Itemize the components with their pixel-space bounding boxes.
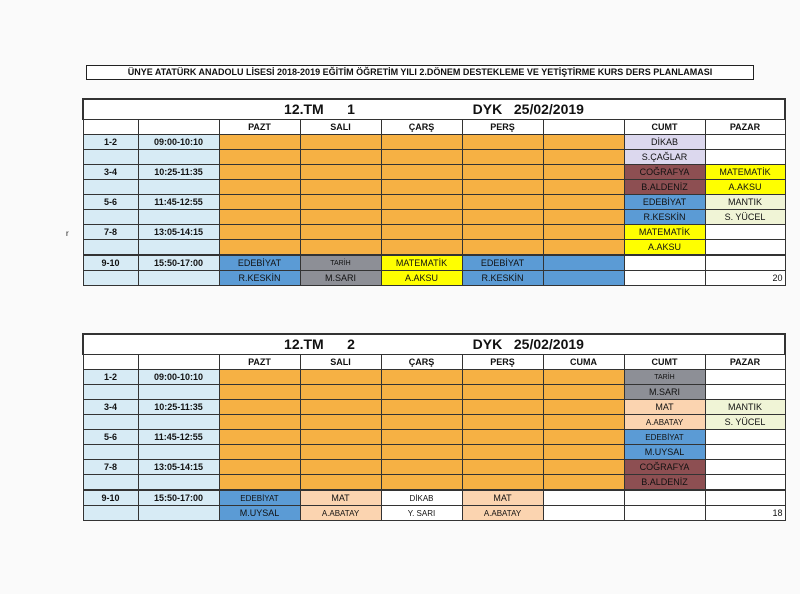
- schedule-table-1: [82, 98, 786, 286]
- time-cell: 15:50-17:00: [138, 255, 219, 271]
- teacher-cell: B.ALDENİZ: [624, 180, 705, 195]
- time-cell: 11:45-12:55: [138, 430, 219, 445]
- class-name: 12.TM: [284, 101, 324, 117]
- course-type: DYK: [472, 101, 503, 117]
- lesson-cell: DİKAB: [624, 135, 705, 150]
- time-cell: 13:05-14:15: [138, 460, 219, 475]
- table-row: [83, 385, 785, 400]
- table-row: [83, 370, 785, 385]
- day-header-row: [83, 120, 785, 135]
- lesson-cell: MAT: [462, 490, 543, 506]
- teacher-cell: A.AKSU: [705, 180, 785, 195]
- lesson-cell: EDEBİYAT: [624, 430, 705, 445]
- period-cell: 9-10: [83, 490, 138, 506]
- lesson-cell: TARİH: [624, 370, 705, 385]
- period-cell: 9-10: [83, 255, 138, 271]
- teacher-cell: A.AKSU: [624, 240, 705, 256]
- lesson-cell: EDEBİYAT: [624, 195, 705, 210]
- table-row: [83, 180, 785, 195]
- teacher-cell: M.UYSAL: [219, 506, 300, 521]
- schedule-date: 25/02/2019: [513, 336, 584, 352]
- table-row: [83, 400, 785, 415]
- lesson-cell: EDEBİYAT: [462, 255, 543, 271]
- schedule-title-row: [83, 99, 785, 120]
- table-row: [83, 506, 785, 521]
- schedule-date: 25/02/2019: [513, 101, 584, 117]
- teacher-cell: M.UYSAL: [624, 445, 705, 460]
- time-cell: 15:50-17:00: [138, 490, 219, 506]
- lesson-cell: TARİH: [300, 255, 381, 271]
- group-number: 2: [347, 336, 355, 352]
- day-header: SALI: [300, 355, 381, 370]
- time-cell: 09:00-10:10: [138, 370, 219, 385]
- teacher-cell: R.KESKİN: [624, 210, 705, 225]
- table-row: [83, 490, 785, 506]
- table-row: [83, 475, 785, 491]
- group-number: 1: [347, 101, 355, 117]
- teacher-cell: M.SARI: [300, 271, 381, 286]
- day-header: PAZAR: [705, 355, 785, 370]
- document-title: ÜNYE ATATÜRK ANADOLU LİSESİ 2018-2019 EĞİTİM ÖĞRETİM YILI 2.DÖNEM DESTEKLEME VE YETİŞTİRME KURS DERS PLANLAMASI: [86, 65, 754, 80]
- teacher-cell: B.ALDENİZ: [624, 475, 705, 491]
- teacher-cell: R.KESKİN: [219, 271, 300, 286]
- table-row: [83, 150, 785, 165]
- table-row: [83, 415, 785, 430]
- lesson-cell: EDEBİYAT: [219, 490, 300, 506]
- day-header: CUMA: [543, 355, 624, 370]
- schedule-table-2: [82, 333, 786, 521]
- teacher-cell: Y. SARI: [381, 506, 462, 521]
- teacher-cell: S. YÜCEL: [705, 210, 785, 225]
- teacher-cell: S.ÇAĞLAR: [624, 150, 705, 165]
- lesson-cell: COĞRAFYA: [624, 165, 705, 180]
- hours-total: 20: [705, 271, 785, 286]
- lesson-cell: DİKAB: [381, 490, 462, 506]
- teacher-cell: A.ABATAY: [624, 415, 705, 430]
- teacher-cell: A.ABATAY: [300, 506, 381, 521]
- day-header: CUMT: [624, 120, 705, 135]
- period-cell: 1-2: [83, 370, 138, 385]
- table-row: [83, 165, 785, 180]
- table-row: [83, 430, 785, 445]
- day-header: PERŞ: [462, 120, 543, 135]
- period-cell: 5-6: [83, 430, 138, 445]
- schedule-title-row: [83, 334, 785, 355]
- class-name: 12.TM: [284, 336, 324, 352]
- schedule-title: [83, 334, 785, 355]
- teacher-cell: A.AKSU: [381, 271, 462, 286]
- table-row: [83, 195, 785, 210]
- lesson-cell: MAT: [624, 400, 705, 415]
- teacher-cell: R.KESKİN: [462, 271, 543, 286]
- day-header-row: [83, 355, 785, 370]
- time-cell: 10:25-11:35: [138, 400, 219, 415]
- day-header: PERŞ: [462, 355, 543, 370]
- teacher-cell: A.ABATAY: [462, 506, 543, 521]
- table-row: [83, 271, 785, 286]
- lesson-cell: MANTIK: [705, 195, 785, 210]
- lesson-cell: EDEBİYAT: [219, 255, 300, 271]
- teacher-cell: S. YÜCEL: [705, 415, 785, 430]
- teacher-cell: M.SARI: [624, 385, 705, 400]
- table-row: [83, 135, 785, 150]
- course-type: DYK: [472, 336, 503, 352]
- table-row: [83, 460, 785, 475]
- lesson-cell: MATEMATİK: [705, 165, 785, 180]
- time-cell: 09:00-10:10: [138, 135, 219, 150]
- table-row: [83, 225, 785, 240]
- period-cell: 3-4: [83, 400, 138, 415]
- table-row: [83, 255, 785, 271]
- day-header: PAZAR: [705, 120, 785, 135]
- day-header: [543, 120, 624, 135]
- day-header: SALI: [300, 120, 381, 135]
- table-row: [83, 210, 785, 225]
- schedule-title: [83, 99, 785, 120]
- table-row: [83, 445, 785, 460]
- period-cell: 7-8: [83, 225, 138, 240]
- day-header: PAZT: [219, 120, 300, 135]
- lesson-cell: MAT: [300, 490, 381, 506]
- lesson-cell: MANTIK: [705, 400, 785, 415]
- period-cell: 5-6: [83, 195, 138, 210]
- period-cell: 1-2: [83, 135, 138, 150]
- day-header: PAZT: [219, 355, 300, 370]
- period-cell: 3-4: [83, 165, 138, 180]
- hours-total: 18: [705, 506, 785, 521]
- time-cell: 11:45-12:55: [138, 195, 219, 210]
- time-cell: 10:25-11:35: [138, 165, 219, 180]
- lesson-cell: MATEMATİK: [381, 255, 462, 271]
- lesson-cell: COĞRAFYA: [624, 460, 705, 475]
- lesson-cell: MATEMATİK: [624, 225, 705, 240]
- table-row: [83, 240, 785, 256]
- time-cell: 13:05-14:15: [138, 225, 219, 240]
- stray-mark: r: [66, 229, 69, 238]
- day-header: ÇARŞ: [381, 355, 462, 370]
- day-header: CUMT: [624, 355, 705, 370]
- period-cell: 7-8: [83, 460, 138, 475]
- day-header: ÇARŞ: [381, 120, 462, 135]
